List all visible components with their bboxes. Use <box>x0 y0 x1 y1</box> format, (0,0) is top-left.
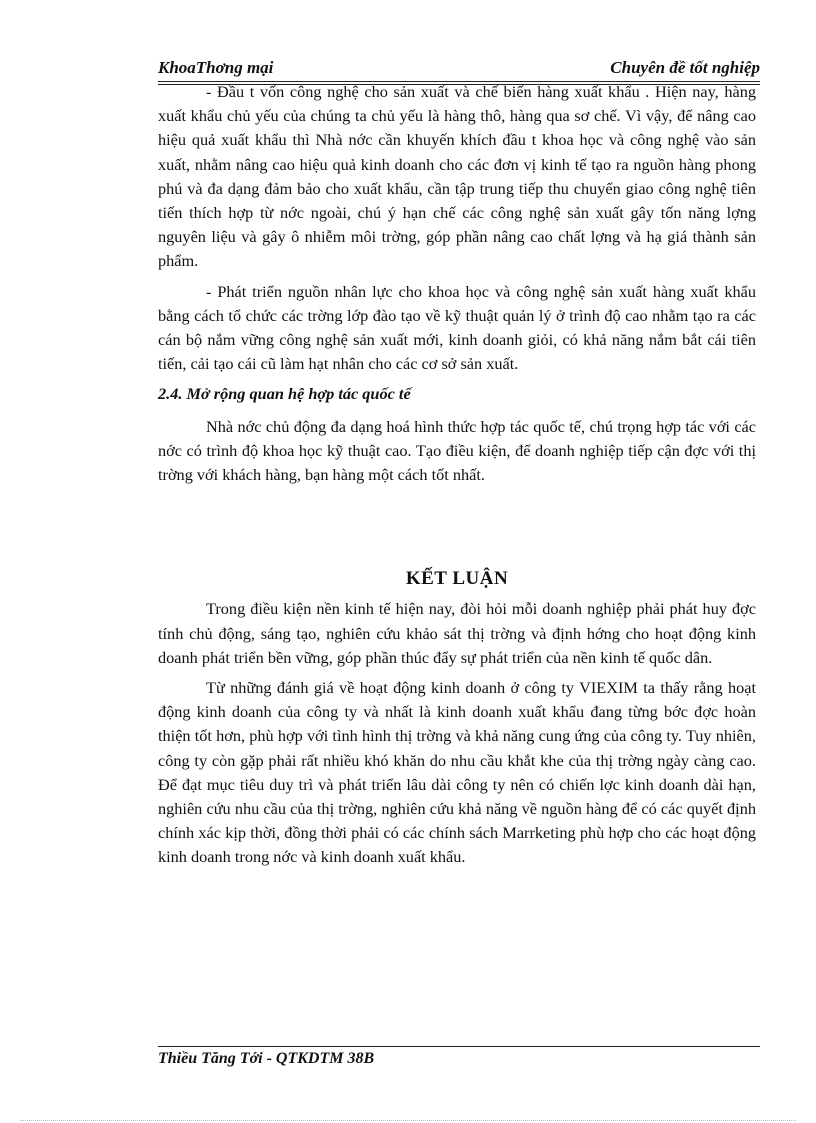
header-document-type: Chuyên đề tốt nghiệp <box>610 58 760 77</box>
document-body <box>158 80 756 876</box>
conclusion-title: KẾT LUẬN <box>405 568 509 590</box>
paragraph-technology-investment: - Đầu t vốn công nghệ cho sản xuất và chế biến hàng xuất khẩu . Hiện nay, hàng xuất khẩu chủ yếu của chúng ta chủ yếu là hàng thô, hàng qua sơ chế. Vì vậy, để nâng cao hiệu quả xuất khẩu thì Nhà nớc cần khuyến khích đầu t khoa học và công nghệ vào sản xuất, nhằm nâng cao hiệu quả kinh doanh cho các đơn vị kinh tế tạo ra nguồn hàng phong phú và đa dạng đảm bảo cho xuất khẩu, cần tập trung tiếp thu chuyển giao công nghệ tiên tiến thích hợp từ nớc ngoài, chú ý hạn chế các công nghệ sản xuất gây tốn năng lợng nguyên liệu và gây ô nhiễm môi trờng, góp phần nâng cao chất lợng và hạ giá thành sản phẩm. <box>158 82 756 271</box>
paragraph-human-resources: - Phát triển nguồn nhân lực cho khoa học và công nghệ sản xuất hàng xuất khẩu bằng cách tổ chức các trờng lớp đào tạo về kỹ thuật quản lý ở trình độ cao nhằm tạo ra các cán bộ nắm vững công nghệ sản xuất mới, kinh doanh giỏi, có khả năng nắm bắt cái tiên tiến, cải tạo cái cũ làm hạt nhân cho các cơ sở sản xuất. <box>158 281 756 374</box>
page-header <box>158 56 760 82</box>
page-footer: Thiều Tăng Tới - QTKDTM 38B <box>158 1050 375 1067</box>
paragraph-international-cooperation: Nhà nớc chủ động đa dạng hoá hình thức hợp tác quốc tế, chú trọng hợp tác với các nớc có trình độ khoa học kỹ thuật cao. Tạo điều kiện, để doanh nghiệp tiếp cận đợc với thị trờng với khách hàng, bạn hàng một cách tốt nhất. <box>158 416 756 485</box>
conclusion-paragraph: Từ những đánh giá về hoạt động kinh doanh ở công ty VIEXIM ta thấy rằng hoạt động kinh doanh của công ty và nhất là kinh doanh xuất khẩu đang từng bớc đợc hoàn thiện tốt hơn, phù hợp với tình hình thị trờng và khả năng cung ứng của công ty. Tuy nhiên, công ty còn gặp phải rất nhiều khó khăn do nhu cầu khắt khe của thị trờng ngày càng cao. Để đạt mục tiêu duy trì và phát triển lâu dài công ty nên có chiến lợc kinh doanh dài hạn, nghiên cứu nhu cầu của thị trờng, nghiên cứu khả năng về nguồn hàng để có các quyết định chính xác kịp thời, đồng thời phải có các chính sách Marrketing phù hợp cho các hoạt động kinh doanh trong nớc và kinh doanh xuất khẩu. <box>158 678 756 867</box>
header-faculty: KhoaThơng mại <box>158 58 274 77</box>
page-edge-divider <box>20 1120 796 1121</box>
section-heading-international-cooperation: 2.4. Mở rộng quan hệ hợp tác quốc tế <box>158 384 411 404</box>
footer-rule <box>158 1046 760 1047</box>
conclusion-paragraph: Trong điều kiện nền kinh tế hiện nay, đòi hỏi mỗi doanh nghiệp phải phát huy đợc tính chủ động, sáng tạo, nghiên cứu khảo sát thị trờng và định hớng cho hoạt động kinh doanh phát triển bền vững, góp phần thúc đẩy sự phát triển của nền kinh tế quốc dân. <box>158 599 756 667</box>
